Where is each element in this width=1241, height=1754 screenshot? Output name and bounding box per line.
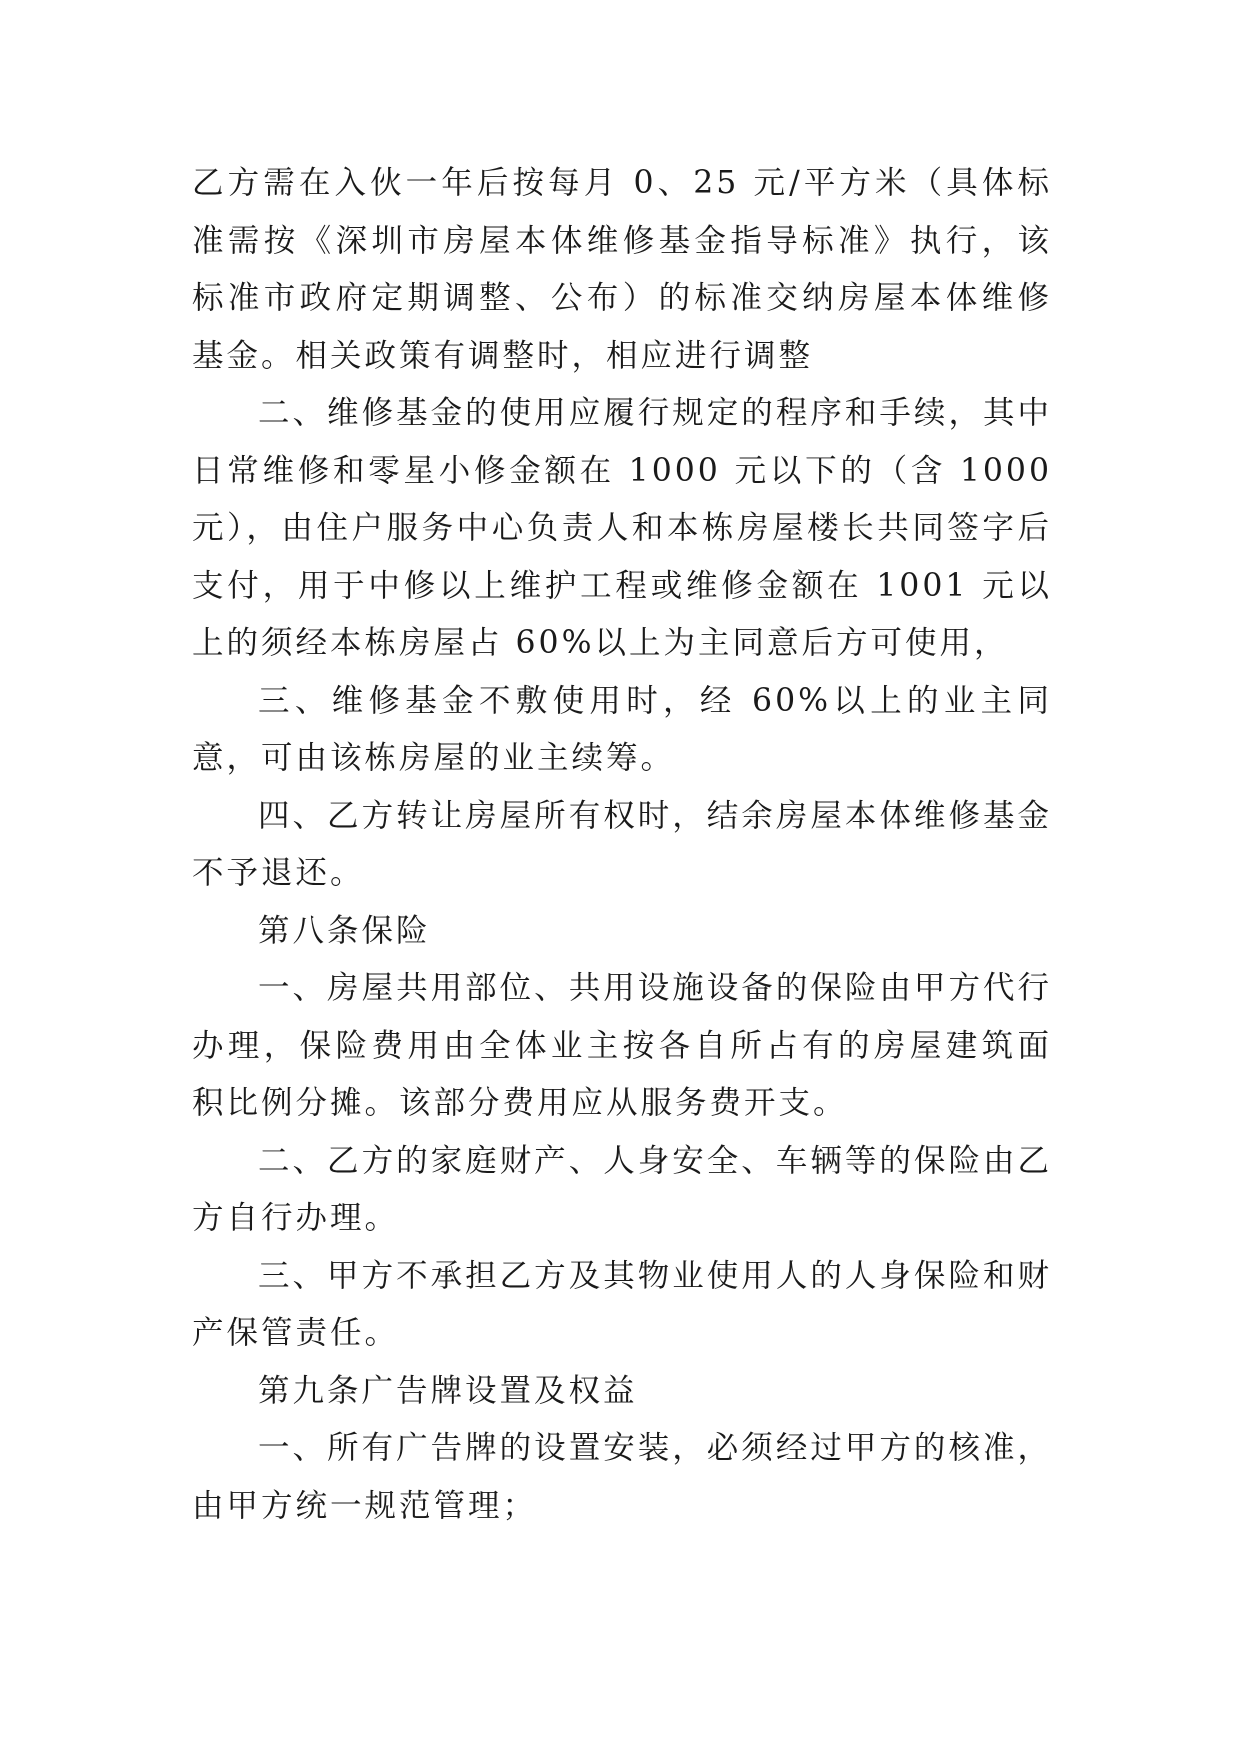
paragraph-shared-facility-insurance: 一、房屋共用部位、共用设施设备的保险由甲方代行办理，保险费用由全体业主按各自所占有的房屋建筑面积比例分摊。该部分费用应从服务费开支。 bbox=[192, 970, 1052, 1121]
article-9-heading: 第九条广告牌设置及权益 bbox=[258, 1372, 638, 1409]
paragraph-liability-exclusion: 三、甲方不承担乙方及其物业使用人的人身保险和财产保管责任。 bbox=[192, 1257, 1052, 1351]
paragraph-maintenance-fund-rate: 乙方需在入伙一年后按每月 0、25 元/平方米（具体标准需按《深圳市房屋本体维修基金指导标准》执行，该标准市政府定期调整、公布）的标准交纳房屋本体维修基金。相关政策有调整时，相应进行调整 bbox=[192, 165, 1052, 374]
paragraph-fund-usage-procedure: 二、维修基金的使用应履行规定的程序和手续，其中日常维修和零星小修金额在 1000 元以下的（含 1000 元），由住户服务中心负责人和本栋房屋楼长共同签字后支付，用于中修以上维护工程或维修金额在 1001 元以上的须经本栋房屋占 60%以上为主同意后方可使用， bbox=[192, 395, 1052, 661]
paragraph-fund-shortfall: 三、维修基金不敷使用时，经 60%以上的业主同意，可由该栋房屋的业主续筹。 bbox=[192, 682, 1052, 776]
paragraph-personal-insurance: 二、乙方的家庭财产、人身安全、车辆等的保险由乙方自行办理。 bbox=[192, 1142, 1052, 1236]
paragraph-billboard-approval: 一、所有广告牌的设置安装，必须经过甲方的核准，由甲方统一规范管理； bbox=[192, 1430, 1052, 1524]
document-body bbox=[192, 155, 1052, 1535]
article-8-heading: 第八条保险 bbox=[258, 912, 431, 949]
paragraph-fund-no-refund: 四、乙方转让房屋所有权时，结余房屋本体维修基金不予退还。 bbox=[192, 797, 1052, 891]
